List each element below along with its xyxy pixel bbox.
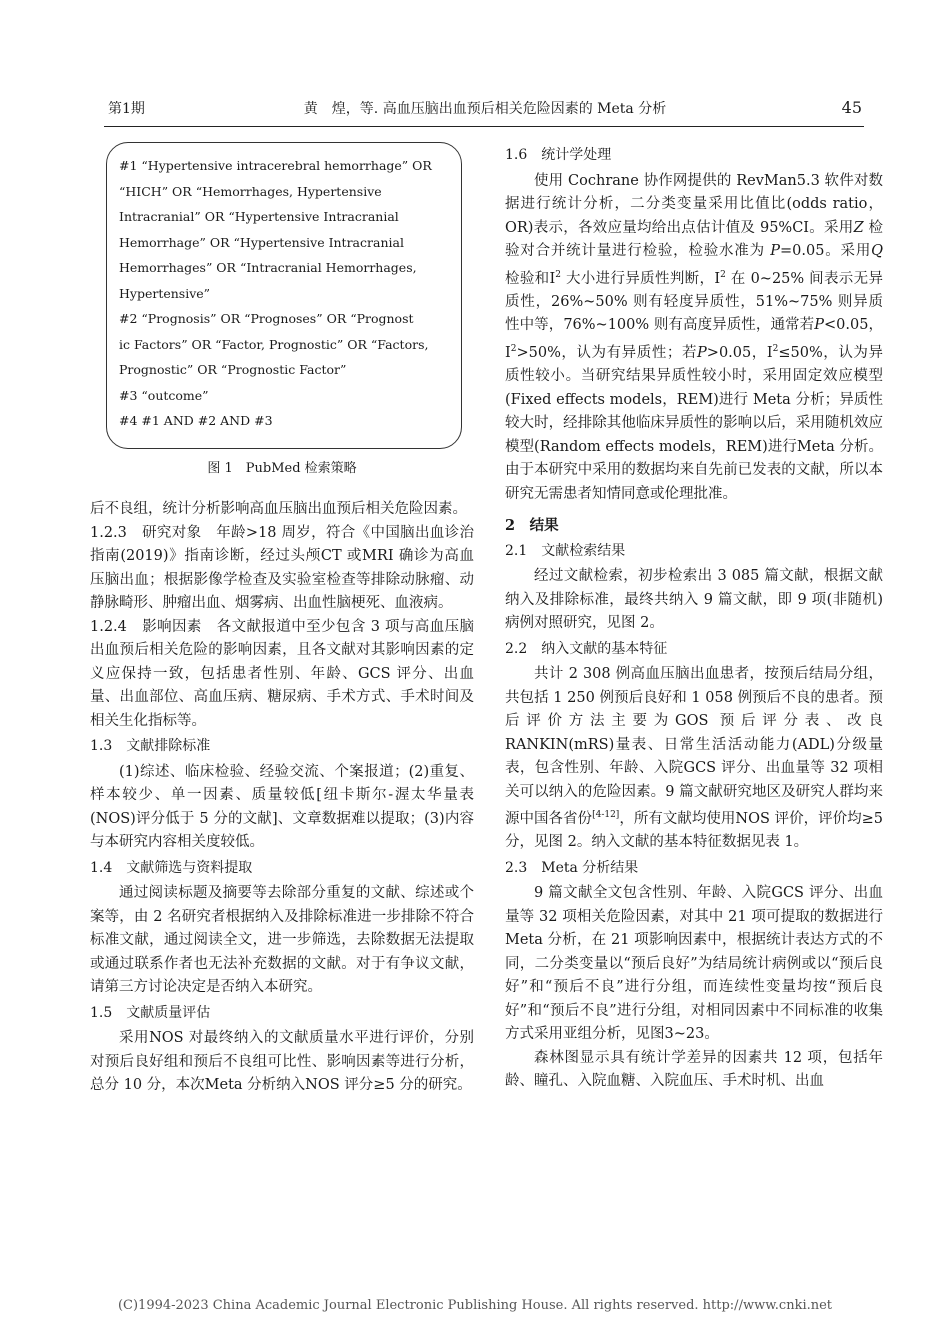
issue-label: 第1期: [108, 101, 145, 117]
heading-1-6: 1.6 统计学处理: [505, 147, 612, 163]
figure-1-search-strategy: [106, 142, 462, 449]
search-line: “HICH” OR “Hemorrhages, Hypertensive: [119, 183, 382, 199]
search-line: #2 “Prognosis” OR “Prognoses” OR “Prognost: [119, 311, 414, 326]
figure-1-caption: 图 1 PubMed 检索策略: [207, 460, 357, 476]
heading-2-2: 2.2 纳入文献的基本特征: [505, 640, 668, 657]
paragraph-1-5: 采用NOS 对最终纳入的文献质量水平进行评价，分别对预后良好组和预后不良组可比性、影响因素等进行分析，总分 10 分，本次Meta 分析纳入NOS 评分≥5 分的研究。: [90, 1030, 474, 1093]
heading-2-3: 2.3 Meta 分析结果: [505, 859, 639, 876]
page-number: 45: [841, 98, 862, 117]
paragraph-2-1: 经过文献检索，初步检索出 3 085 篇文献，根据文献纳入及排除标准，最终共纳入 9 篇文献，即 9 项(非随机)病例对照研究，见图 2。: [505, 568, 883, 632]
header-rule: [104, 126, 864, 127]
citation-ref[interactable]: [4-12]: [592, 810, 620, 821]
search-line: #1 “Hypertensive intracerebral hemorrhage” OR: [119, 158, 432, 173]
paragraph-continued: 后不良组，统计分析影响高血压脑出血预后相关危险因素。: [90, 501, 467, 517]
paragraph-1-2-3: 1.2.3 研究对象 年龄>18 周岁，符合《中国脑出血诊治指南(2019)》指南诊断，经过头颅CT 或MRI 确诊为高血压脑出血；根据影像学检查及实验室检查等排除动脉瘤、动静脉畸形、肿瘤出血、烟雾病、出血性脑梗死、血液病。: [90, 524, 474, 611]
heading-2-1: 2.1 文献检索结果: [505, 542, 626, 559]
paragraph-2-2: 共计 2 308 例高血压脑出血患者，按预后结局分组，共包括 1 250 例预后良好和 1 058 例预后不良的患者。预后评价方法主要为GOS 预后评分表、改良RANKIN(mRS)量表、日常生活活动能力(ADL)分级量表，包含性别、年龄、入院GCS 评分、出血量等 32 项相关可以纳入的危险因素。9 篇文献研究地区及研究人群均来源中国各省份[4-12]，所有文献均使用NOS 评价，评价均≥5 分，见图 2。纳入文献的基本特征数据见表 1。: [505, 666, 884, 851]
running-title: 黄 煌，等. 高血压脑出血预后相关危险因素的 Meta 分析: [303, 101, 667, 117]
paragraph-2-3: 9 篇文献全文包含性别、年龄、入院GCS 评分、出血量等 32 项相关危险因素，对其中 21 项可提取的数据进行Meta 分析，在 21 项影响因素中，根据统计表达方式的不同，二分类变量以“预后良好”为结局统计病例或以“预后良好”和“预后不良”进行分组，而连续性变量均按“预后良好”和“预后不良”进行分组，对相同因素中不同标准的收集方式采用亚组分析，见图3~23。: [505, 885, 883, 1043]
search-line: Hypertensive”: [119, 285, 211, 301]
heading-1-3: 1.3 文献排除标准: [90, 738, 211, 754]
copyright-footer: (C)1994-2023 China Academic Journal Electronic Publishing House. All rights reserved. http://www.cnki.net: [117, 1298, 833, 1313]
search-line: Intracranial” OR “Hypertensive Intracranial: [119, 209, 399, 224]
heading-1-5: 1.5 文献质量评估: [90, 1004, 211, 1021]
search-line: #3 “outcome”: [119, 387, 209, 403]
heading-2-results: 2 结果: [505, 517, 559, 535]
search-line: #4 #1 AND #2 AND #3: [119, 413, 273, 428]
heading-1-4: 1.4 文献筛选与资料提取: [90, 859, 253, 876]
search-line: ic Factors” OR “Factor, Prognostic” OR “Factors,: [119, 336, 429, 352]
search-line: Hemorrhage” OR “Hypertensive Intracranial: [119, 234, 404, 250]
paragraph-1-3: (1)综述、临床检验、经验交流、个案报道；(2)重复、样本较少、单一因素、质量较低[纽卡斯尔-渥太华量表(NOS)评分低于 5 分的文献]、文章数据难以提取；(3)内容与本研究内容相关度较低。: [90, 763, 474, 850]
running-header: [108, 98, 862, 124]
search-line: Hemorrhages” OR “Intracranial Hemorrhages,: [119, 260, 417, 275]
right-column: [505, 142, 883, 1094]
left-column: [90, 142, 474, 1098]
paragraph-1-2-4: 1.2.4 影响因素 各文献报道中至少包含 3 项与高血压脑出血预后相关危险的影响因素，且各文献对其影响因素的定义应保持一致，包括患者性别、年龄、GCS 评分、出血量、出血部位、高血压病、糖尿病、手术方式、手术时间及相关生化指标等。: [90, 618, 474, 729]
paragraph-forest-plot: 森林图显示具有统计学差异的因素共 12 项，包括年龄、瞳孔、入院血糖、入院血压、手术时机、出血: [505, 1049, 883, 1090]
search-line: Prognostic” OR “Prognostic Factor”: [119, 362, 347, 377]
paragraph-1-6: 使用 Cochrane 协作网提供的 RevMan5.3 软件对数据进行统计分析，二分类变量采用比值比(odds ratio，OR)表示，各效应量均给出点估计值及 95%CI。采用Z 检验对合并统计量进行检验，检验水准为 P=0.05。采用Q 检验和$I^2$ 大小进行异质性判断，$I^2$ 在 0~25% 间表示无异质性，26%~50% 则有轻度异质性，51%~75% 则异质性中等，76%~100% 则有高度异质性，通常若P<0.05，$I^2>50\%$，认为有异质性；若P>0.05，$I^2\le 50\%$，认为异质性较小。当研究结果异质性较小时，采用固定效应模型(Fixed effects models，REM)进行 Meta 分析；异质性较大时，经排除其他临床异质性的影响以后，采用随机效应模型(Random effects models，REM)进行Meta 分析。由于本研究中采用的数据均来自先前已发表的文献，所以本研究无需患者知情同意或伦理批准。: [505, 172, 884, 502]
paragraph-1-4: 通过阅读标题及摘要等去除部分重复的文献、综述或个案等，由 2 名研究者根据纳入及排除标准进一步排除不符合标准文献，通过阅读全文，进一步筛选，去除数据无法提取或通过联系作者也无法补充数据的文献。对于有争议文献，请第三方讨论决定是否纳入本研究。: [90, 885, 474, 995]
